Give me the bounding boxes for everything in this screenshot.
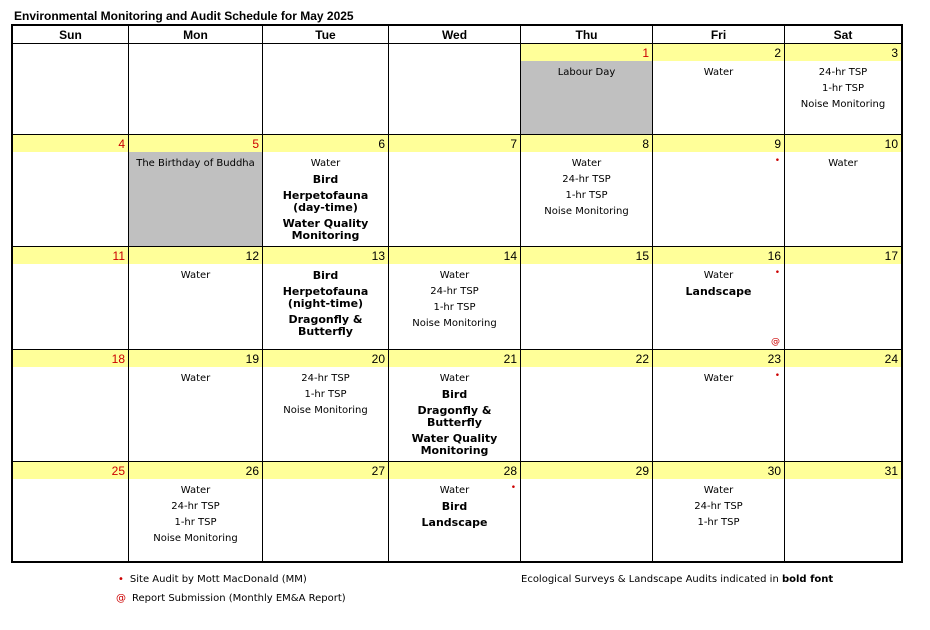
- legend-report: [116, 593, 346, 604]
- legend-note-bold: bold font: [781, 574, 834, 585]
- monitoring-event: The Birthday of Buddha: [136, 158, 255, 169]
- ecological-survey-event: Bird: [312, 269, 339, 282]
- day-events: [129, 479, 262, 545]
- day-number: 11: [13, 247, 128, 264]
- empty-day-cell: [389, 44, 521, 135]
- monitoring-event: Water: [571, 158, 602, 169]
- ecological-survey-event: Dragonfly & Butterfly: [417, 404, 492, 429]
- monitoring-event: Water: [439, 270, 470, 281]
- weekday-header: Thu: [521, 25, 653, 44]
- day-number: 29: [521, 462, 652, 479]
- monitoring-event: Water: [180, 270, 211, 281]
- day-number: 30: [653, 462, 784, 479]
- day-events: [785, 479, 901, 481]
- day-cell: [785, 44, 903, 135]
- day-events: [521, 264, 652, 266]
- site-audit-marker-icon: •: [510, 483, 516, 493]
- weekday-header: Sun: [12, 25, 129, 44]
- day-cell: [263, 462, 389, 562]
- audit-marker-icon: •: [118, 574, 124, 585]
- monitoring-event: 1-hr TSP: [174, 517, 217, 528]
- monitoring-event: Labour Day: [557, 67, 616, 78]
- site-audit-marker-icon: •: [774, 268, 780, 278]
- day-number: 4: [13, 135, 128, 152]
- legend-note: [521, 574, 833, 585]
- legend-audit: [118, 574, 307, 585]
- weekday-header: Tue: [263, 25, 389, 44]
- day-events: [521, 367, 652, 369]
- day-cell: [263, 350, 389, 462]
- report-marker-icon: @: [116, 593, 126, 604]
- weekday-header-row: [12, 25, 902, 44]
- weekday-header: Mon: [129, 25, 263, 44]
- day-cell: [653, 350, 785, 462]
- empty-day-cell: [129, 44, 263, 135]
- day-cell: [389, 135, 521, 247]
- day-number: 31: [785, 462, 901, 479]
- day-number: 5: [129, 135, 262, 152]
- weekday-header: Fri: [653, 25, 785, 44]
- day-cell: [389, 462, 521, 562]
- day-number: 27: [263, 462, 388, 479]
- day-events: [653, 367, 784, 385]
- day-number: 25: [13, 462, 128, 479]
- day-events: [653, 152, 784, 154]
- day-events: [653, 479, 784, 529]
- day-number: 9: [653, 135, 784, 152]
- day-number: 22: [521, 350, 652, 367]
- week-row: [12, 462, 902, 562]
- monitoring-event: Noise Monitoring: [283, 405, 368, 416]
- day-cell: [129, 135, 263, 247]
- report-submission-marker-icon: @: [771, 337, 780, 347]
- day-number: 15: [521, 247, 652, 264]
- ecological-survey-event: Bird: [441, 388, 468, 401]
- day-cell: [521, 350, 653, 462]
- site-audit-marker-icon: •: [774, 371, 780, 381]
- monitoring-event: 24-hr TSP: [430, 286, 479, 297]
- day-cell: [12, 462, 129, 562]
- day-events: [785, 152, 901, 170]
- day-cell: [653, 247, 785, 350]
- weekday-header: Wed: [389, 25, 521, 44]
- monitoring-event: Water: [310, 158, 341, 169]
- day-number: 16: [653, 247, 784, 264]
- monitoring-event: Noise Monitoring: [800, 99, 886, 110]
- day-events: [129, 264, 262, 282]
- day-cell: [653, 135, 785, 247]
- monitoring-event: Noise Monitoring: [544, 206, 629, 217]
- day-cell: [521, 44, 653, 135]
- day-number: 26: [129, 462, 262, 479]
- day-cell: [12, 135, 129, 247]
- day-events: [389, 479, 520, 529]
- ecological-survey-event: Herpetofauna (day-time): [282, 189, 369, 214]
- monitoring-event: Noise Monitoring: [412, 318, 497, 329]
- day-events: [263, 367, 388, 417]
- monitoring-event: Water: [703, 67, 734, 78]
- day-cell: [653, 44, 785, 135]
- monitoring-event: Water: [828, 158, 858, 169]
- day-cell: [129, 247, 263, 350]
- monitoring-event: Water: [703, 270, 734, 281]
- day-cell: [521, 135, 653, 247]
- week-row: [12, 135, 902, 247]
- monitoring-event: Water: [703, 485, 734, 496]
- calendar-body: [12, 44, 902, 562]
- week-row: [12, 44, 902, 135]
- day-cell: [129, 350, 263, 462]
- day-cell: [521, 247, 653, 350]
- week-row: [12, 247, 902, 350]
- empty-day-cell: [12, 44, 129, 135]
- day-number: 6: [263, 135, 388, 152]
- day-number: 18: [13, 350, 128, 367]
- day-number: 3: [785, 44, 901, 61]
- day-events: [389, 152, 520, 154]
- day-number: 1: [521, 44, 652, 61]
- ecological-survey-event: Herpetofauna (night-time): [282, 285, 369, 310]
- day-events: [521, 152, 652, 218]
- day-events: [521, 61, 652, 79]
- calendar-grid: [11, 24, 903, 563]
- legend-audit-text: Site Audit by Mott MacDonald (MM): [129, 574, 307, 585]
- day-events: [653, 264, 784, 298]
- day-number: 10: [785, 135, 901, 152]
- day-cell: [785, 350, 903, 462]
- monitoring-event: 1-hr TSP: [433, 302, 476, 313]
- ecological-survey-event: Dragonfly & Butterfly: [288, 313, 363, 338]
- day-events: [13, 152, 128, 154]
- day-events: [263, 152, 388, 242]
- monitoring-event: Water: [180, 485, 211, 496]
- day-events: [785, 61, 901, 111]
- monitoring-event: Water: [703, 373, 734, 384]
- ecological-survey-event: Water Quality Monitoring: [282, 217, 369, 242]
- monitoring-event: 24-hr TSP: [301, 373, 350, 384]
- day-cell: [129, 462, 263, 562]
- monitoring-event: Water: [180, 373, 211, 384]
- day-events: [785, 264, 901, 266]
- ecological-survey-event: Water Quality Monitoring: [411, 432, 498, 457]
- ecological-survey-event: Landscape: [685, 285, 752, 298]
- day-number: 21: [389, 350, 520, 367]
- day-number: 8: [521, 135, 652, 152]
- monitoring-event: 24-hr TSP: [171, 501, 220, 512]
- day-events: [521, 479, 652, 481]
- day-cell: [521, 462, 653, 562]
- ecological-survey-event: Bird: [312, 173, 339, 186]
- day-number: 7: [389, 135, 520, 152]
- day-cell: [785, 135, 903, 247]
- schedule-title: Environmental Monitoring and Audit Schedule for May 2025: [14, 9, 354, 23]
- day-events: [785, 367, 901, 369]
- day-cell: [389, 247, 521, 350]
- site-audit-marker-icon: •: [774, 156, 780, 166]
- monitoring-event: 24-hr TSP: [818, 67, 868, 78]
- monitoring-event: 24-hr TSP: [694, 501, 743, 512]
- day-number: 12: [129, 247, 262, 264]
- monitoring-event: 1-hr TSP: [821, 83, 865, 94]
- day-cell: [785, 462, 903, 562]
- empty-day-cell: [263, 44, 389, 135]
- day-cell: [263, 135, 389, 247]
- monitoring-event: Water: [439, 485, 470, 496]
- day-events: [389, 264, 520, 330]
- day-cell: [389, 350, 521, 462]
- legend-report-text: Report Submission (Monthly EM&A Report): [132, 593, 346, 604]
- day-number: 19: [129, 350, 262, 367]
- day-events: [389, 367, 520, 457]
- ecological-survey-event: Landscape: [421, 516, 488, 529]
- week-row: [12, 350, 902, 462]
- day-events: [653, 61, 784, 79]
- day-events: [263, 264, 388, 338]
- day-events: [13, 367, 128, 369]
- monitoring-event: 1-hr TSP: [304, 389, 347, 400]
- day-events: [129, 367, 262, 385]
- day-cell: [653, 462, 785, 562]
- day-events: [13, 479, 128, 481]
- day-events: [129, 152, 262, 170]
- day-cell: [785, 247, 903, 350]
- monitoring-event: Water: [439, 373, 470, 384]
- ecological-survey-event: Bird: [441, 500, 468, 513]
- day-number: 14: [389, 247, 520, 264]
- day-number: 20: [263, 350, 388, 367]
- day-number: 24: [785, 350, 901, 367]
- day-cell: [12, 247, 129, 350]
- monitoring-event: 24-hr TSP: [562, 174, 611, 185]
- monitoring-event: 1-hr TSP: [565, 190, 608, 201]
- legend-note-text: Ecological Surveys & Landscape Audits indicated in: [521, 574, 782, 585]
- monitoring-event: Noise Monitoring: [153, 533, 238, 544]
- day-events: [13, 264, 128, 266]
- day-cell: [12, 350, 129, 462]
- day-number: 2: [653, 44, 784, 61]
- weekday-header: Sat: [785, 25, 903, 44]
- day-events: [263, 479, 388, 481]
- monitoring-event: 1-hr TSP: [697, 517, 740, 528]
- day-number: 23: [653, 350, 784, 367]
- day-number: 17: [785, 247, 901, 264]
- day-number: 13: [263, 247, 388, 264]
- day-cell: [263, 247, 389, 350]
- day-number: 28: [389, 462, 520, 479]
